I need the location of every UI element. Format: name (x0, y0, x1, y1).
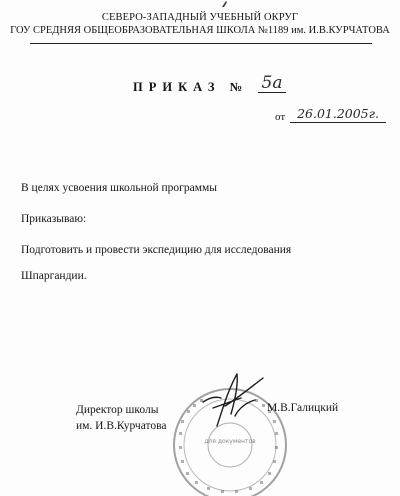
handwritten-signature-icon (195, 368, 275, 428)
signatory-title-line2: им. И.В.Курчатова (76, 420, 167, 432)
order-number: 5а (258, 74, 286, 93)
order-date: 26.01.2005г. (290, 106, 386, 123)
signatory-title-line1: Директор школы (76, 404, 159, 416)
stamp-inner-text: для документов (204, 438, 256, 445)
header-district: СЕВЕРО-ЗАПАДНЫЙ УЧЕБНЫЙ ОКРУГ (101, 12, 299, 23)
body-line-directive: Подготовить и провести экспедицию для исследования (21, 244, 292, 256)
signatory-name: М.В.Галицкий (267, 402, 339, 414)
signatory-title (76, 402, 167, 434)
header-divider (30, 43, 372, 44)
body-line-purpose: В целях усвоения школьной программы (21, 182, 218, 194)
date-prefix: от (275, 111, 286, 123)
header-school-name: ГОУ СРЕДНЯЯ ОБЩЕОБРАЗОВАТЕЛЬНАЯ ШКОЛА №1189 им. И.В.КУРЧАТОВА (10, 25, 390, 36)
order-title: ПРИКАЗ № (133, 80, 249, 94)
ink-speck-icon (220, 0, 230, 8)
body-line-destination: Шпаргандии. (21, 270, 87, 282)
body-line-order: Приказываю: (21, 213, 87, 225)
